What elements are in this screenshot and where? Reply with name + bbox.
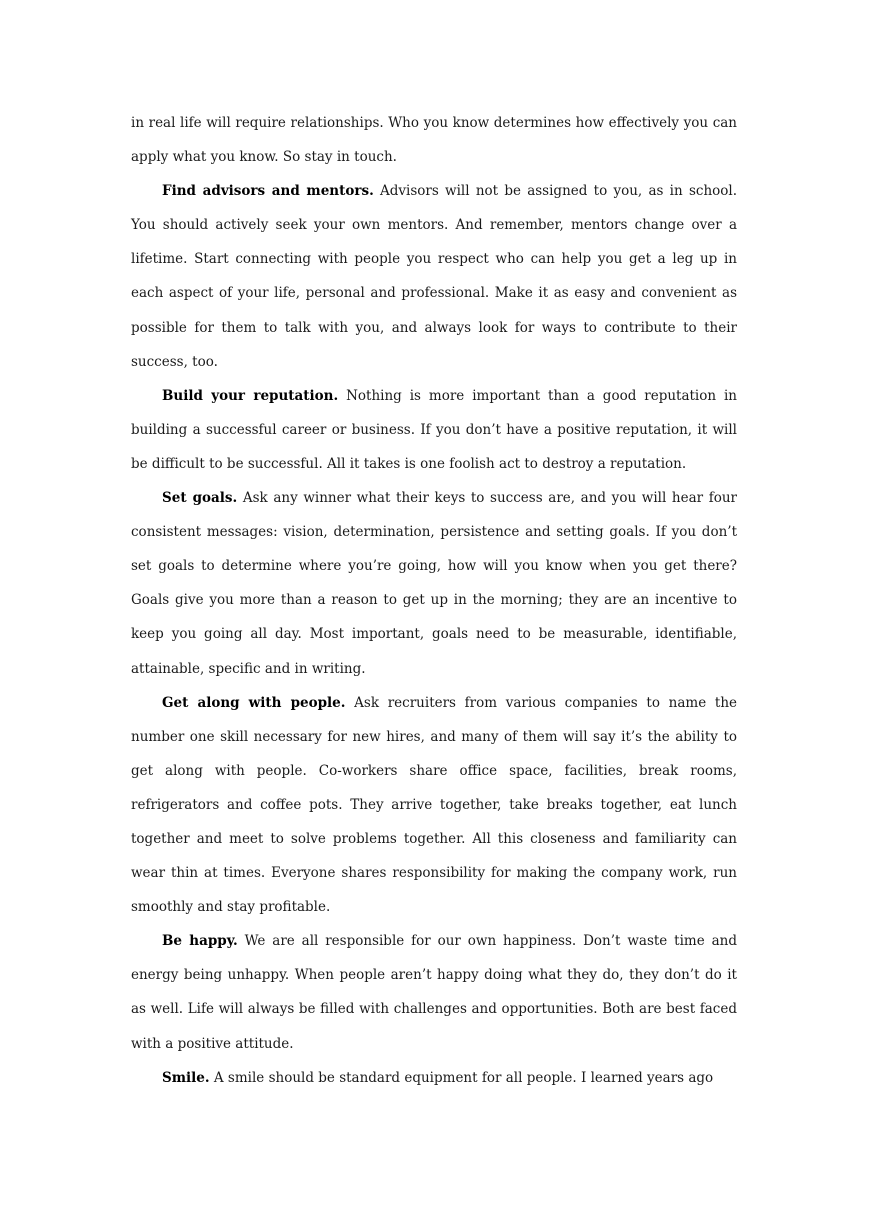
paragraph-heading: Build your reputation. <box>162 387 339 404</box>
paragraph-text: Nothing is more important than a good reputation in building a successful career or business. If you don’t have a positive reputation, it will be difficult to be successful. All it takes is one foolish act to destroy a reputation. <box>131 387 738 472</box>
paragraph-text: Ask any winner what their keys to success are, and you will hear four consistent messages: vision, determination, persistence and setting goals. If you don’t set goals to determine where you’re going, how will you know when you get there? Goals give you more than a reason to get up in the morning; they are an incentive to keep you going all day. Most important, goals need to be measurable, identifiable, attainable, specific and in writing. <box>131 490 737 677</box>
paragraph-set-goals <box>131 481 737 686</box>
paragraph-text: A smile should be standard equipment for all people. I learned years ago <box>209 1069 714 1086</box>
paragraph-heading: Smile. <box>162 1069 210 1086</box>
paragraph-heading: Find advisors and mentors. <box>162 183 374 200</box>
paragraph-heading: Set goals. <box>162 490 238 507</box>
article-body <box>131 106 737 1095</box>
paragraph-text: in real life will require relationships. Who you know determines how effectively you can apply what you know. So stay in touch. <box>131 115 737 166</box>
paragraph-smile <box>131 1061 737 1095</box>
paragraph-build-reputation <box>131 379 737 481</box>
paragraph-get-along <box>131 686 737 925</box>
paragraph-heading: Get along with people. <box>162 694 346 711</box>
paragraph-text: Advisors will not be assigned to you, as in school. You should actively seek your own mentors. And remember, mentors change over a lifetime. Start connecting with people you respect who can help you get a leg up in each aspect of your life, personal and professional. Make it as easy and convenient as possible for them to talk with you, and always look for ways to contribute to their success, too. <box>131 183 737 370</box>
paragraph-find-advisors <box>131 174 737 379</box>
paragraph-heading: Be happy. <box>162 933 238 950</box>
paragraph-text: Ask recruiters from various companies to name the number one skill necessary for new hires, and many of them will say it’s the ability to get along with people. Co-workers share office space, facilities, break rooms, refrigerators and coffee pots. They arrive together, take breaks together, eat lunch together and meet to solve problems together. All this closeness and familiarity can wear thin at times. Everyone shares responsibility for making the company work, run smoothly and stay profitable. <box>131 694 737 916</box>
paragraph-continuation <box>131 106 737 174</box>
paragraph-text: We are all responsible for our own happiness. Don’t waste time and energy being unhappy. When people aren’t happy doing what they do, they don’t do it as well. Life will always be filled with challenges and opportunities. Both are best faced with a positive attitude. <box>131 933 737 1052</box>
paragraph-be-happy <box>131 924 737 1060</box>
